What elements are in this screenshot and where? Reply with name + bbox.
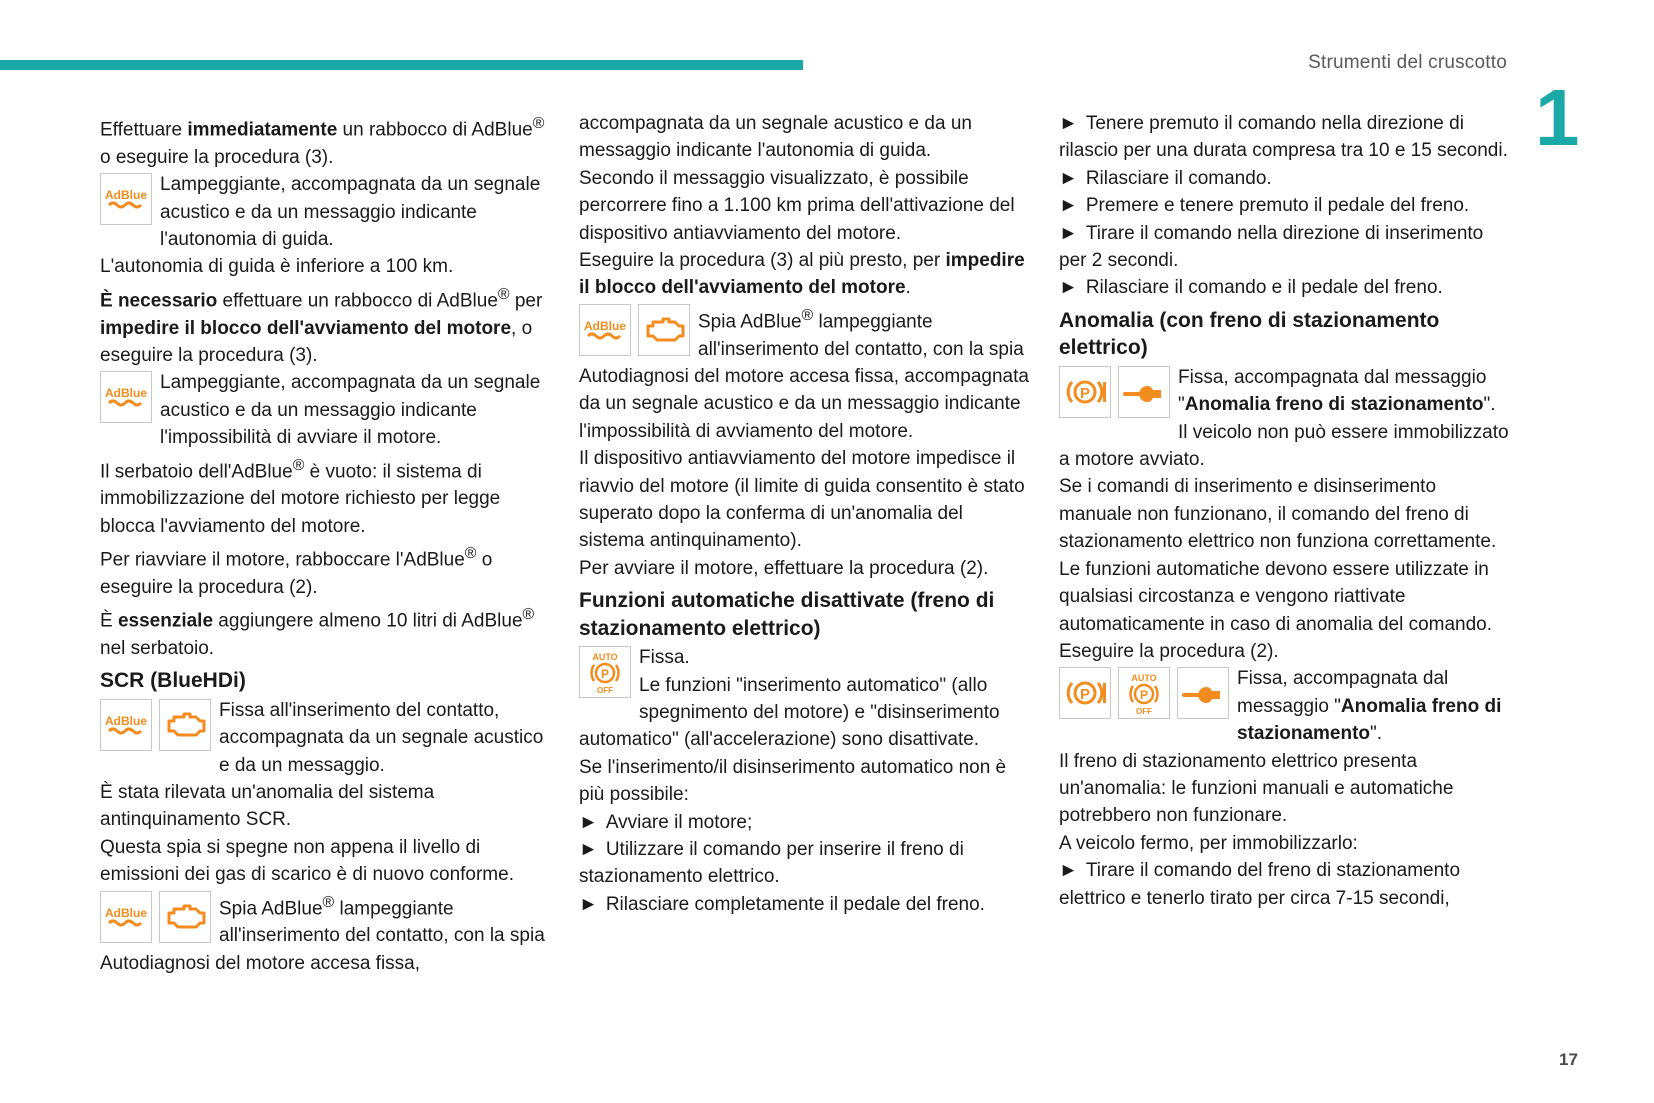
bullet-item: ► Premere e tenere premuto il pedale del freno. <box>1059 195 1470 217</box>
paragraph: Secondo il messaggio visualizzato, è possibile percorrere fino a 1.100 km prima dell'attivazione del dispositivo antiavviamento del motore. <box>579 167 1015 244</box>
auto-parking-off-icon <box>1118 667 1170 719</box>
paragraph-with-icon: AdBlue Spia AdBlue® lampeggiante all'inserimento del contatto, con la spia Autodiagnosi del motore accesa fissa, accompagnata da un segnale acustico e da un messaggio indicante l'impossibilità di avviamento del motore. <box>579 302 1029 445</box>
svg-text:P: P <box>1139 688 1149 703</box>
adblue-icon <box>579 304 631 356</box>
paragraph: Il freno di stazionamento elettrico presenta un'anomalia: le funzioni manuali e automatiche potrebbero non funzionare. <box>1059 750 1454 827</box>
svg-text:P: P <box>1079 686 1091 704</box>
paragraph-with-icon: P AUTO P OFF Fissa, accompagnata dal messaggio "Anomalia freno di stazionamento". <box>1059 665 1514 747</box>
page-number: 17 <box>1559 1050 1578 1069</box>
paragraph: Questa spia si spegne non appena il livello di emissioni dei gas di scarico è di nuovo conforme. <box>100 836 514 886</box>
paragraph-with-icon: AdBlue Fissa all'inserimento del contatto, accompagnata da un segnale acustico e da un messaggio. <box>100 697 545 779</box>
svg-text:OFF: OFF <box>597 686 613 696</box>
wrench-icon <box>1177 667 1229 719</box>
svg-text:OFF: OFF <box>1136 707 1152 717</box>
heading-scr: SCR (BlueHDi) <box>100 669 246 693</box>
bullet-item: ► Rilasciare il comando. <box>1059 167 1272 189</box>
svg-text:AUTO: AUTO <box>1131 673 1157 684</box>
section-title: Strumenti del cruscotto <box>1308 52 1507 73</box>
adblue-icon <box>100 699 152 751</box>
svg-text:P: P <box>1079 384 1091 402</box>
paragraph: A veicolo fermo, per immobilizzarlo: <box>1059 832 1358 854</box>
warning-icon-group <box>1059 667 1229 719</box>
auto-parking-off-icon <box>579 646 631 698</box>
paragraph: È stata rilevata un'anomalia del sistema antinquinamento SCR. <box>100 782 435 831</box>
parking-brake-icon <box>1059 667 1111 719</box>
adblue-icon <box>100 173 152 225</box>
svg-text:AdBlue: AdBlue <box>105 188 147 203</box>
svg-text:AdBlue: AdBlue <box>105 386 147 401</box>
paragraph: accompagnata da un segnale acustico e da un messaggio indicante l'autonomia di guida. <box>579 113 972 162</box>
warning-icon-group <box>100 699 211 751</box>
paragraph: Se i comandi di inserimento e disinserimento manuale non funzionano, il comando del freno di stazionamento elettrico non funziona correttamente. <box>1059 476 1497 553</box>
column-2 <box>579 110 1029 918</box>
svg-text:P: P <box>600 667 610 682</box>
paragraph-with-icon: AdBlue Lampeggiante, accompagnata da un segnale acustico e da un messaggio indicante l'autonomia di guida. <box>100 171 545 253</box>
warning-icon-group <box>579 304 690 356</box>
adblue-icon <box>100 891 152 943</box>
paragraph: Se l'inserimento/il disinserimento automatico non è più possibile: <box>579 756 1007 806</box>
bullet-item: ► Utilizzare il comando per inserire il freno di stazionamento elettrico. <box>579 839 964 888</box>
warning-icon-group <box>100 173 152 225</box>
paragraph: Per riavviare il motore, rabboccare l'AdBlue® o eseguire la procedura (2). <box>100 545 493 598</box>
paragraph: Il serbatoio dell'AdBlue® è vuoto: il sistema di immobilizzazione del motore richiesto per legge blocca l'avviamento del motore. <box>100 456 501 537</box>
bullet-item: ► Tirare il comando del freno di stazionamento elettrico e tenerlo tirato per circa 7-15 secondi, <box>1059 860 1461 909</box>
bullet-item: ► Tenere premuto il comando nella direzione di rilascio per una durata compresa tra 10 e 15 secondi. <box>1059 113 1508 162</box>
column-1 <box>100 110 545 977</box>
paragraph-with-icon: P Fissa, accompagnata dal messaggio "Anomalia freno di stazionamento". <box>1059 364 1514 419</box>
warning-icon-group <box>100 371 152 423</box>
paragraph: È necessario effettuare un rabbocco di AdBlue® per impedire il blocco dell'avviamento del motore, o eseguire la procedura (3). <box>100 285 543 366</box>
paragraph-with-icon: AUTO P OFF Fissa. Le funzioni "inserimento automatico" (allo spegnimento del motore) e "disinserimento automatico" (all'accelerazione) sono disattivate. <box>579 647 1000 751</box>
svg-text:AdBlue: AdBlue <box>105 713 147 728</box>
svg-text:AdBlue: AdBlue <box>584 318 626 333</box>
svg-text:AUTO: AUTO <box>592 652 618 663</box>
bullet-item: ► Tirare il comando nella direzione di inserimento per 2 secondi. <box>1059 222 1484 272</box>
header-accent-bar <box>0 60 803 70</box>
paragraph: Eseguire la procedura (2). <box>1059 640 1279 662</box>
paragraph: Eseguire la procedura (3) al più presto, per impedire il blocco dell'avviamento del motore. <box>579 250 1025 299</box>
warning-icon-group <box>1059 366 1170 418</box>
paragraph: Le funzioni automatiche devono essere utilizzate in qualsiasi circostanza e vengono riattivate automaticamente in caso di anomalia del comando. <box>1059 558 1493 635</box>
paragraph-with-icon: AdBlue Spia AdBlue® lampeggiante all'inserimento del contatto, con la spia Autodiagnosi del motore accesa fissa, <box>100 889 545 978</box>
warning-icon-group <box>100 891 211 943</box>
chapter-number: 1 <box>1535 73 1580 162</box>
paragraph-with-icon: AdBlue Lampeggiante, accompagnata da un segnale acustico e da un messaggio indicante l'impossibilità di avviare il motore. <box>100 369 545 451</box>
bullet-item: ► Avviare il motore; <box>579 811 753 833</box>
column-3 <box>1059 110 1514 912</box>
engine-check-icon <box>159 891 211 943</box>
wrench-icon <box>1118 366 1170 418</box>
paragraph: Il veicolo non può essere immobilizzato a motore avviato. <box>1059 421 1509 471</box>
engine-check-icon <box>159 699 211 751</box>
adblue-icon <box>100 371 152 423</box>
engine-check-icon <box>638 304 690 356</box>
parking-brake-icon <box>1059 366 1111 418</box>
svg-text:AdBlue: AdBlue <box>105 905 147 920</box>
paragraph: L'autonomia di guida è inferiore a 100 km. <box>100 256 454 278</box>
paragraph: Il dispositivo antiavviamento del motore impedisce il riavvio del motore (il limite di guida consentito è stato superato dopo la conferma di un'anomalia del sistema antinquinamento). <box>579 448 1025 552</box>
paragraph: Per avviare il motore, effettuare la procedura (2). <box>579 557 989 579</box>
warning-icon-group <box>579 646 631 698</box>
bullet-item: ► Rilasciare completamente il pedale del freno. <box>579 893 985 915</box>
paragraph: È essenziale aggiungere almeno 10 litri di AdBlue® nel serbatoio. <box>100 606 535 659</box>
heading-auto-functions: Funzioni automatiche disattivate (freno di stazionamento elettrico) <box>579 589 995 640</box>
heading-anomaly: Anomalia (con freno di stazionamento elettrico) <box>1059 308 1440 360</box>
paragraph: Effettuare immediatamente un rabbocco di AdBlue® o eseguire la procedura (3). <box>100 115 545 168</box>
bullet-item: ► Rilasciare il comando e il pedale del freno. <box>1059 277 1443 299</box>
